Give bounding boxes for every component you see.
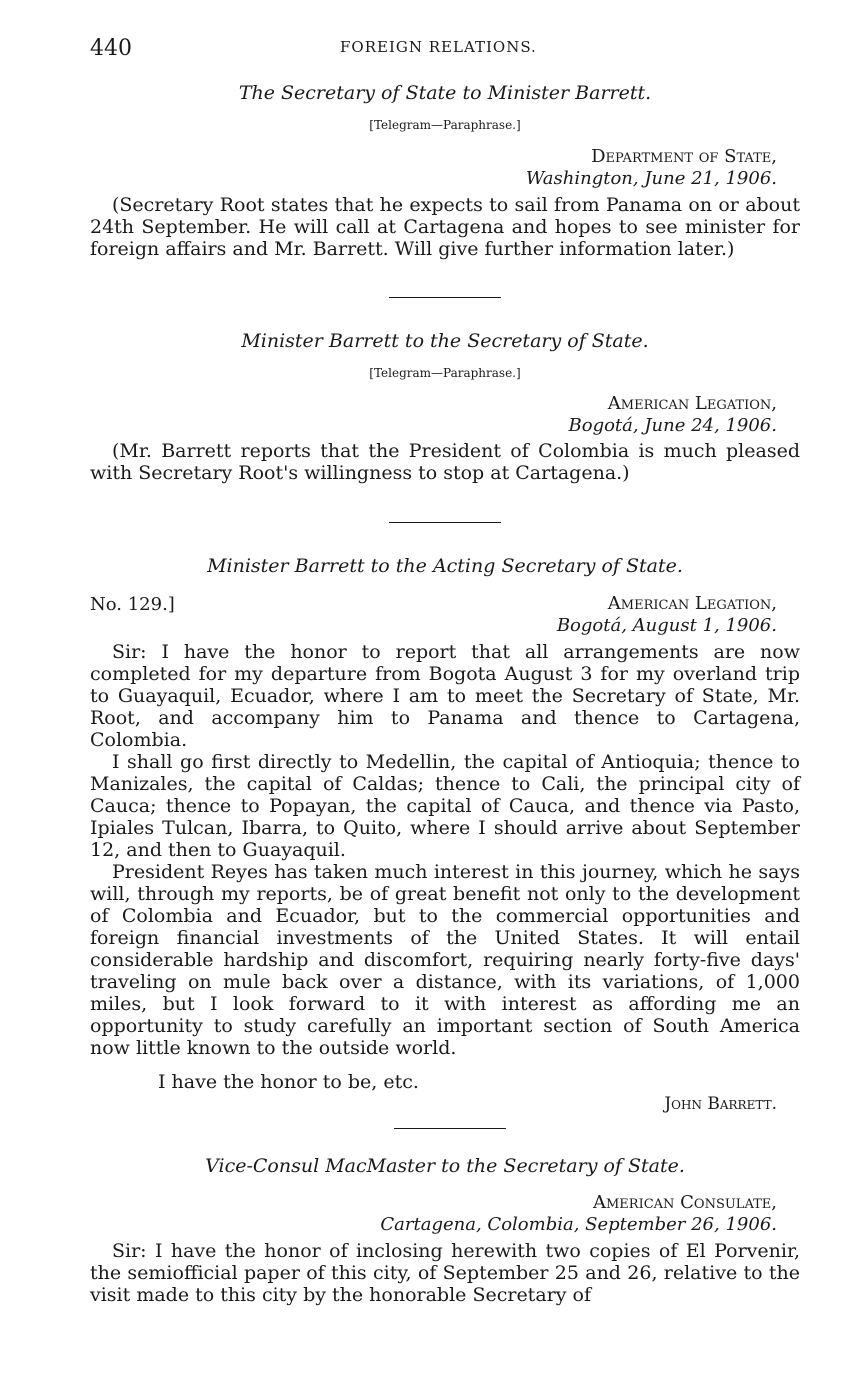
- running-head: FOREIGN RELATIONS.: [340, 38, 537, 56]
- doc3-paragraph-3: President Reyes has taken much interest in this journey, which he says will, through my reports, be of great benefit not only to the development of Colombia and Ecuador, but to the commercial opportunities and foreign financial investments of the United States. It will entail considerable hardship and discomfort, requiring nearly forty-five days' traveling on mule back over a distance, with its variations, of 1,000 miles, but I look forward to it with interest as affording me an opportunity to study carefully an important section of South America now little known to the outside world.: [90, 861, 800, 1059]
- doc3-number: No. 129.]: [90, 594, 175, 615]
- doc2-place: American Legation,: [607, 393, 777, 414]
- doc2-note: [Telegram—Paraphrase.]: [369, 366, 521, 380]
- doc1-heading: The Secretary of State to Minister Barrett.: [238, 82, 652, 104]
- doc4-body: [90, 1240, 800, 1306]
- section-divider: [394, 1128, 506, 1129]
- doc2-body: [90, 440, 800, 484]
- section-divider: [389, 297, 501, 298]
- doc3-closing: I have the honor to be, etc.: [158, 1071, 419, 1093]
- doc2-address: [569, 393, 778, 437]
- doc2-paragraph: (Mr. Barrett reports that the President of Colombia is much pleased with Secretary Root's willingness to stop at Cartagena.): [90, 440, 800, 484]
- doc3-place: American Legation,: [607, 593, 777, 614]
- doc4-heading: Vice-Consul MacMaster to the Secretary of State.: [205, 1155, 685, 1177]
- doc1-date: Washington, June 21, 1906.: [525, 168, 777, 189]
- doc1-place: Department of State,: [591, 146, 777, 167]
- doc2-date: Bogotá, June 24, 1906.: [568, 415, 777, 436]
- doc3-paragraph-2: I shall go first directly to Medellin, the capital of Antioquia; thence to Manizales, the capital of Caldas; thence to Cali, the principal city of Cauca; thence to Popayan, the capital of Cauca, and thence via Pasto, Ipiales Tulcan, Ibarra, to Quito, where I should arrive about September 12, and then to Guayaquil.: [90, 751, 800, 861]
- doc4-address: [380, 1192, 777, 1236]
- doc3-paragraph-1: Sir: I have the honor to report that all arrangements are now completed for my departure from Bogota August 3 for my overland trip to Guayaquil, Ecuador, where I am to meet the Secretary of State, Mr. Root, and accompany him to Panama and thence to Cartagena, Colombia.: [90, 641, 800, 751]
- doc2-heading: Minister Barrett to the Secretary of State.: [241, 330, 649, 352]
- doc3-address: [557, 593, 777, 637]
- page-number: 440: [90, 36, 132, 61]
- doc4-paragraph-1: Sir: I have the honor of inclosing herewith two copies of El Porvenir, the semiofficial paper of this city, of September 25 and 26, relative to the visit made to this city by the honorable Secretary of: [90, 1240, 800, 1306]
- doc3-heading: Minister Barrett to the Acting Secretary of State.: [207, 555, 683, 577]
- doc3-date: Bogotá, August 1, 1906.: [556, 615, 777, 636]
- doc4-place: American Consulate,: [592, 1192, 777, 1213]
- doc1-body: [90, 194, 800, 260]
- section-divider: [389, 522, 501, 523]
- doc1-address: [526, 146, 777, 190]
- doc1-paragraph: (Secretary Root states that he expects to sail from Panama on or about 24th September. He will call at Cartagena and hopes to see minister for foreign affairs and Mr. Barrett. Will give further information later.): [90, 194, 800, 260]
- doc1-note: [Telegram—Paraphrase.]: [369, 118, 521, 132]
- doc4-date: Cartagena, Colombia, September 26, 1906.: [380, 1214, 777, 1235]
- doc3-signature: John Barrett.: [664, 1094, 777, 1114]
- doc3-body: [90, 641, 800, 1059]
